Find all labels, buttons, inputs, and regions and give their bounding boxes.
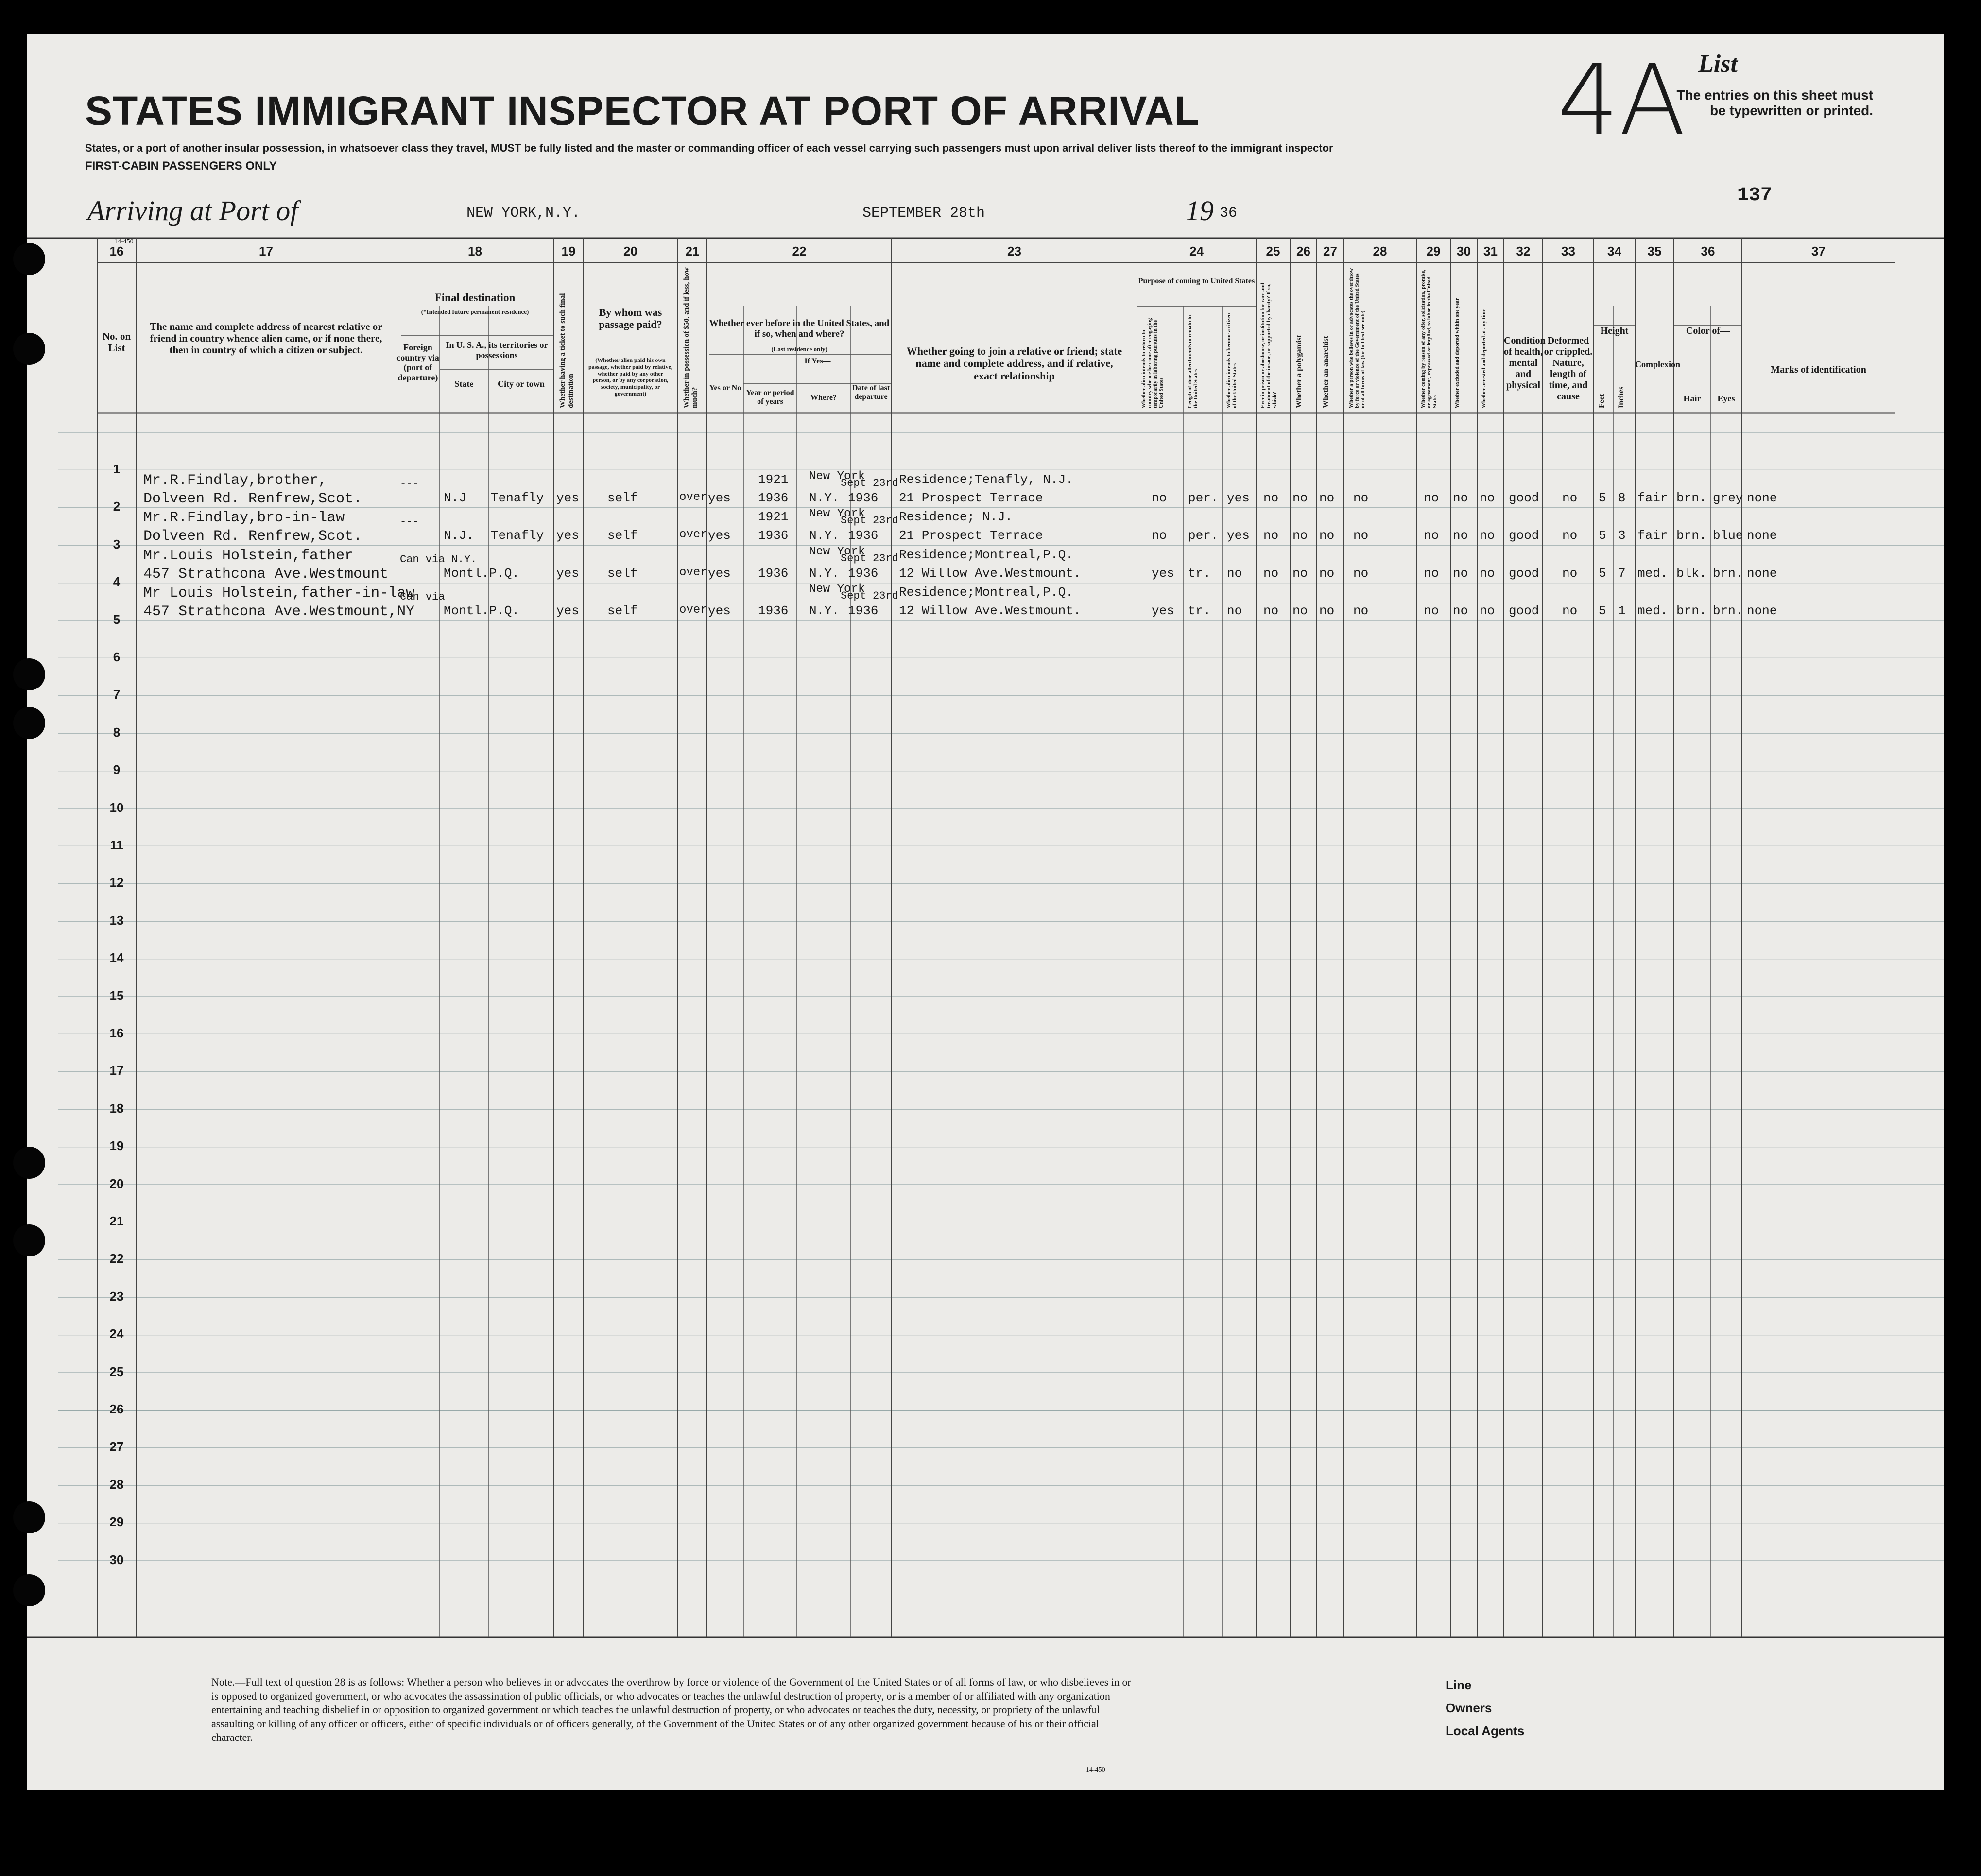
year-a: 1921 xyxy=(758,510,789,525)
header-overthrow: Whether a person who believes in or advocates the overthrow by force or violence of the Government of the United States or of all forms of law (for full text see note) xyxy=(1348,268,1366,408)
year-b: 1936 xyxy=(758,491,789,505)
date-b: 1936 xyxy=(848,566,879,581)
header-polygamist: Whether a polygamist xyxy=(1295,335,1303,408)
health: good xyxy=(1509,491,1539,505)
labor-offer: no xyxy=(1424,603,1439,619)
header-arrested: Whether arrested and deported at any time xyxy=(1481,309,1487,408)
column-number: 22 xyxy=(792,244,807,258)
row-number: 21 xyxy=(109,1214,124,1228)
relative-address: 457 Strathcona Ave.Westmount xyxy=(143,566,389,583)
row-number: 13 xyxy=(109,912,124,928)
header-purpose: Purpose of coming to United States xyxy=(1138,277,1255,285)
passage-paid: self xyxy=(607,603,638,619)
arrested: no xyxy=(1480,603,1495,619)
column-number: 35 xyxy=(1647,244,1662,258)
owners-label: Owners xyxy=(1446,1701,1492,1715)
header-final-destination: Final destination xyxy=(434,292,516,304)
year-b: 1936 xyxy=(758,603,789,619)
header-eyes: Eyes xyxy=(1717,394,1735,403)
header-hair: Hair xyxy=(1683,394,1701,403)
year-b: 1936 xyxy=(758,528,789,543)
column-number: 30 xyxy=(1457,244,1471,258)
eyes: blue xyxy=(1713,528,1743,543)
anarchist: no xyxy=(1319,491,1335,505)
column-number: 34 xyxy=(1607,244,1621,258)
row-number: 19 xyxy=(109,1138,124,1153)
excluded: no xyxy=(1453,528,1468,543)
relative-address: Dolveen Rd. Renfrew,Scot. xyxy=(143,528,362,545)
passage-paid: self xyxy=(607,491,638,505)
overthrow: no xyxy=(1353,566,1369,581)
marks: none xyxy=(1747,528,1777,543)
row-number: 16 xyxy=(109,1026,124,1040)
row-number: 18 xyxy=(109,1101,124,1116)
header-nearest-relative: The name and complete address of nearest relative or friend in country whence alien came, or if none there, then in country of which a citizen or subject. xyxy=(150,321,382,356)
foreign-country: --- xyxy=(400,478,419,490)
money: over xyxy=(679,528,707,542)
join-a: Residence; N.J. xyxy=(899,510,1013,525)
overthrow: no xyxy=(1353,603,1369,619)
column-number: 23 xyxy=(1007,244,1021,258)
purpose-length: tr. xyxy=(1188,603,1211,619)
join-b: 12 Willow Ave.Westmount. xyxy=(899,603,1081,619)
hair: blk. xyxy=(1676,566,1707,581)
purpose-citizen: yes xyxy=(1227,528,1250,543)
row-number: 14 xyxy=(109,950,124,965)
hair: brn. xyxy=(1676,528,1707,543)
prison: no xyxy=(1263,491,1279,505)
date-a: Sept 23rd xyxy=(841,590,898,602)
row-number: 4 xyxy=(113,574,121,589)
where-a: New York xyxy=(809,470,865,483)
header-purpose-a: Whether alien intends to return to country whence he came after engaging temporarily in laboring pursuits in the United States xyxy=(1141,318,1164,408)
passage-paid: self xyxy=(607,566,638,581)
height-inches: 7 xyxy=(1618,566,1626,581)
join-a: Residence;Tenafly, N.J. xyxy=(899,472,1073,487)
health: good xyxy=(1509,528,1539,543)
excluded: no xyxy=(1453,491,1468,505)
manifest-sheet xyxy=(27,34,1944,1790)
ever-before: yes xyxy=(708,603,731,619)
relative-name: Mr Louis Holstein,father-in-law xyxy=(143,585,415,602)
column-number: 29 xyxy=(1426,244,1441,258)
hair: brn. xyxy=(1676,491,1707,505)
polygamist: no xyxy=(1292,528,1308,543)
header-year-period: Year or period of years xyxy=(746,389,794,406)
overthrow: no xyxy=(1353,491,1369,505)
row-number: 23 xyxy=(109,1289,124,1304)
column-number: 31 xyxy=(1483,244,1498,258)
purpose-length: tr. xyxy=(1188,566,1211,581)
eyes: brn. xyxy=(1713,566,1743,581)
polygamist: no xyxy=(1292,491,1308,505)
complexion: fair xyxy=(1637,528,1668,543)
column-number: 25 xyxy=(1266,244,1280,258)
row-number: 1 xyxy=(113,462,121,476)
hair: brn. xyxy=(1676,603,1707,619)
row-number: 24 xyxy=(109,1326,124,1342)
foreign-country: --- xyxy=(400,516,419,528)
row-number: 28 xyxy=(109,1477,124,1492)
prison: no xyxy=(1263,528,1279,543)
purpose-citizen: no xyxy=(1227,603,1242,619)
header-if-yes: If Yes— xyxy=(804,357,831,365)
relative-name: Mr.R.Findlay,brother, xyxy=(143,472,327,489)
row-number: 8 xyxy=(113,724,121,740)
deformed: no xyxy=(1562,528,1578,543)
labor-offer: no xyxy=(1424,528,1439,543)
header-usa: In U. S. A., its territories or possessions xyxy=(446,340,548,360)
passage-paid: self xyxy=(607,528,638,543)
state: N.J. xyxy=(444,528,474,543)
column-number: 21 xyxy=(685,244,700,258)
arrested: no xyxy=(1480,528,1495,543)
deformed: no xyxy=(1562,491,1578,505)
anarchist: no xyxy=(1319,603,1335,619)
where-b: N.Y. xyxy=(809,491,840,505)
header-ticket: Whether having a ticket to such final destination xyxy=(559,293,575,408)
arriving-label: Arriving at Port of xyxy=(87,195,298,226)
header-complexion: Complexion xyxy=(1635,360,1681,369)
header-feet: Feet xyxy=(1598,394,1606,408)
row-number: 5 xyxy=(113,612,121,627)
where-a: New York xyxy=(809,507,865,521)
relative-address: Dolveen Rd. Renfrew,Scot. xyxy=(143,491,362,507)
agents-label: Local Agents xyxy=(1446,1723,1525,1738)
polygamist: no xyxy=(1292,603,1308,619)
foreign-country: Can via xyxy=(400,591,445,603)
overthrow: no xyxy=(1353,528,1369,543)
height-inches: 1 xyxy=(1618,603,1626,619)
prison: no xyxy=(1263,603,1279,619)
row-number: 11 xyxy=(110,838,123,852)
join-b: 21 Prospect Terrace xyxy=(899,528,1043,543)
header-labor-offer: Whether coming by reason of any offer, solicitation, promise, or agreement, expressed or implied, to labor in the United States xyxy=(1420,269,1438,408)
state: Montl.P.Q. xyxy=(444,603,520,619)
where-b: N.Y. xyxy=(809,566,840,581)
column-number: 19 xyxy=(561,244,576,258)
date-value: SEPTEMBER 28th xyxy=(862,205,985,222)
excluded: no xyxy=(1453,603,1468,619)
marks: none xyxy=(1747,566,1777,581)
row-number: 7 xyxy=(113,687,121,702)
height-inches: 3 xyxy=(1618,528,1626,543)
row-number: 2 xyxy=(113,499,121,514)
date-b: 1936 xyxy=(848,491,879,505)
purpose-return: yes xyxy=(1152,603,1174,619)
height-inches: 8 xyxy=(1618,491,1626,505)
deformed: no xyxy=(1562,566,1578,581)
height-feet: 5 xyxy=(1599,603,1606,619)
purpose-return: yes xyxy=(1152,566,1174,581)
money: over xyxy=(679,603,707,617)
height-feet: 5 xyxy=(1599,528,1606,543)
state: N.J xyxy=(444,491,466,505)
city: Tenafly xyxy=(491,491,544,505)
anarchist: no xyxy=(1319,528,1335,543)
column-number: 27 xyxy=(1323,244,1337,258)
prison: no xyxy=(1263,566,1279,581)
column-number: 16 xyxy=(109,244,124,258)
relative-name: Mr.Louis Holstein,father xyxy=(143,547,354,564)
column-number: 26 xyxy=(1296,244,1310,258)
complexion: med. xyxy=(1637,566,1668,581)
row-number: 26 xyxy=(109,1402,124,1416)
row-number: 12 xyxy=(109,875,124,890)
purpose-citizen: yes xyxy=(1227,491,1250,505)
arrested: no xyxy=(1480,566,1495,581)
deformed: no xyxy=(1562,603,1578,619)
header-prison: Ever in prison or almshouse, or institution for care and treatment of the insane, or supported by charity? If so, which? xyxy=(1260,282,1277,408)
row-number: 3 xyxy=(113,536,121,551)
complexion: fair xyxy=(1637,491,1668,505)
health: good xyxy=(1509,566,1539,581)
marks: none xyxy=(1747,603,1777,619)
purpose-length: per. xyxy=(1188,491,1219,505)
ever-before: yes xyxy=(708,528,731,543)
height-feet: 5 xyxy=(1599,566,1606,581)
header-yes-no: Yes or No xyxy=(709,384,741,392)
handwritten-mark: 4A xyxy=(1557,44,1686,157)
row-number: 15 xyxy=(109,988,124,1003)
date-b: 1936 xyxy=(848,528,879,543)
list-label: List xyxy=(1698,50,1738,78)
header-marks: Marks of identification xyxy=(1771,364,1866,375)
year-prefix: 19 xyxy=(1186,195,1214,226)
form-code: 14-450 xyxy=(114,238,134,245)
header-anarchist: Whether an anarchist xyxy=(1322,336,1330,408)
where-b: N.Y. xyxy=(809,528,840,543)
column-number: 37 xyxy=(1811,244,1826,258)
year-suffix: 36 xyxy=(1220,205,1238,222)
foreign-country: Can via N.Y. xyxy=(400,553,477,566)
year-b: 1936 xyxy=(758,566,789,581)
footer-form-code: 14-450 xyxy=(1086,1766,1105,1773)
column-number: 24 xyxy=(1189,244,1204,258)
header-deformed: Deformed or crippled. Nature, length of time, and cause xyxy=(1544,335,1593,402)
header-inches: Inches xyxy=(1617,386,1625,408)
row-number: 22 xyxy=(109,1251,124,1266)
join-b: 21 Prospect Terrace xyxy=(899,491,1043,505)
header-where: Where? xyxy=(810,394,837,402)
header-excluded: Whether excluded and deported within one year xyxy=(1454,298,1460,408)
money: over xyxy=(679,491,707,504)
labor-offer: no xyxy=(1424,491,1439,505)
ever-before: yes xyxy=(708,491,731,505)
ever-before: yes xyxy=(708,566,731,581)
ticket: yes xyxy=(556,603,579,619)
purpose-return: no xyxy=(1152,528,1167,543)
health: good xyxy=(1509,603,1539,619)
header-color-of: Color of— xyxy=(1686,326,1730,336)
date-a: Sept 23rd xyxy=(841,477,898,489)
class-label: FIRST-CABIN PASSENGERS ONLY xyxy=(85,159,277,172)
anarchist: no xyxy=(1319,566,1335,581)
header-foreign-country: Foreign country via (port of departure) xyxy=(396,343,439,383)
row-number: 25 xyxy=(109,1364,124,1379)
row-number: 30 xyxy=(109,1552,124,1567)
purpose-citizen: no xyxy=(1227,566,1242,581)
date-a: Sept 23rd xyxy=(841,552,898,565)
join-a: Residence;Montreal,P.Q. xyxy=(899,585,1073,600)
header-purpose-b: Length of time alien intends to remain in the United States xyxy=(1187,315,1199,408)
table-grid xyxy=(27,34,1944,1790)
header-passage-paid: By whom was passage paid? xyxy=(599,306,662,331)
purpose-length: per. xyxy=(1188,528,1219,543)
join-a: Residence;Montreal,P.Q. xyxy=(899,547,1073,562)
date-b: 1936 xyxy=(848,603,879,619)
column-number: 18 xyxy=(468,244,482,258)
header-height: Height xyxy=(1600,326,1629,336)
row-number: 10 xyxy=(109,800,124,815)
column-number: 20 xyxy=(623,244,637,258)
where-a: New York xyxy=(809,583,865,596)
column-number: 32 xyxy=(1516,244,1531,258)
arrested: no xyxy=(1480,491,1495,505)
ticket: yes xyxy=(556,491,579,505)
column-number: 33 xyxy=(1561,244,1575,258)
port-value: NEW YORK,N.Y. xyxy=(466,205,581,222)
footnote: Note.—Full text of question 28 is as follows: Whether a person who believes in or advocates the overthrow by force or violence of the Government of the United States or of all forms of law, or who disbelieves in or is opposed to organized government, or who advocates the assassination of public officials, or who advocates or teaches the unlawful destruction of property, or is a member of or affiliated with any organization entertaining and teaching disbelief in or opposition to organized government or which teaches the unlawful destruction of property, or who advocates or teaches the duty, necessity, or propriety of the unlawful assaulting or killing of any officer or officers, either of specific individuals or of officers generally, of the Government of the United States or of any other organized government because of his or their official character. xyxy=(211,1676,1131,1744)
marks: none xyxy=(1747,491,1777,505)
eyes: brn. xyxy=(1713,603,1743,619)
height-feet: 5 xyxy=(1599,491,1606,505)
header-city: City or town xyxy=(498,379,545,389)
ticket: yes xyxy=(556,566,579,581)
header-health: Condition of health, mental and physical xyxy=(1504,335,1546,391)
excluded: no xyxy=(1453,566,1468,581)
row-number: 27 xyxy=(109,1439,124,1454)
header-ever-before: Whether ever before in the United States, and if so, when and where? xyxy=(709,318,890,339)
header-no-on-list: No. on List xyxy=(102,330,131,354)
labor-offer: no xyxy=(1424,566,1439,581)
header-final-destination-note: (*Intended future permanent residence) xyxy=(421,308,529,315)
ticket: yes xyxy=(556,528,579,543)
header-last-residence: (Last residence only) xyxy=(771,345,827,353)
header-passage-paid-note: (Whether alien paid his own passage, whether paid by relative, whether paid by any other person, or by any corporation, society, municipality, or government) xyxy=(588,357,672,397)
instructions: The entries on this sheet must be typewritten or printed. xyxy=(1676,87,1873,118)
row-number: 6 xyxy=(113,650,121,664)
row-number: 29 xyxy=(109,1515,124,1530)
column-number: 17 xyxy=(259,244,273,258)
join-b: 12 Willow Ave.Westmount. xyxy=(899,566,1081,581)
sheet-number: 137 xyxy=(1737,185,1773,207)
year-a: 1921 xyxy=(758,472,789,487)
row-number: 17 xyxy=(109,1063,124,1078)
money: over xyxy=(679,566,707,579)
state: Montl.P.Q. xyxy=(444,566,520,581)
where-a: New York xyxy=(809,545,865,558)
line-label: Line xyxy=(1446,1678,1472,1692)
complexion: med. xyxy=(1637,603,1668,619)
relative-address: 457 Strathcona Ave.Westmount,NY xyxy=(143,603,415,620)
column-number: 28 xyxy=(1373,244,1387,258)
where-b: N.Y. xyxy=(809,603,840,619)
column-number: 36 xyxy=(1701,244,1715,258)
polygamist: no xyxy=(1292,566,1308,581)
row-number: 9 xyxy=(113,762,121,777)
subtitle: States, or a port of another insular possession, in whatsoever class they travel, MUST be fully listed and the master or commanding officer of each vessel carrying such passengers must upon arrival deliver lists thereof to the immigrant inspector xyxy=(85,142,1333,154)
page-title: STATES IMMIGRANT INSPECTOR AT PORT OF ARRIVAL xyxy=(85,88,1200,134)
header-state: State xyxy=(454,379,474,389)
header-date-departure: Date of last departure xyxy=(852,384,890,401)
city: Tenafly xyxy=(491,528,544,543)
header-join-relative: Whether going to join a relative or friend; state name and complete address, and if relative, exact relationship xyxy=(906,345,1122,382)
row-number: 20 xyxy=(109,1176,124,1191)
header-fifty-dollars: Whether in possession of $50, and if less, how much? xyxy=(683,267,699,408)
relative-name: Mr.R.Findlay,bro-in-law xyxy=(143,510,345,527)
date-a: Sept 23rd xyxy=(841,515,898,527)
purpose-return: no xyxy=(1152,491,1167,505)
eyes: grey xyxy=(1713,491,1743,505)
header-purpose-c: Whether alien intends to become a citizen of the United States xyxy=(1226,313,1238,408)
